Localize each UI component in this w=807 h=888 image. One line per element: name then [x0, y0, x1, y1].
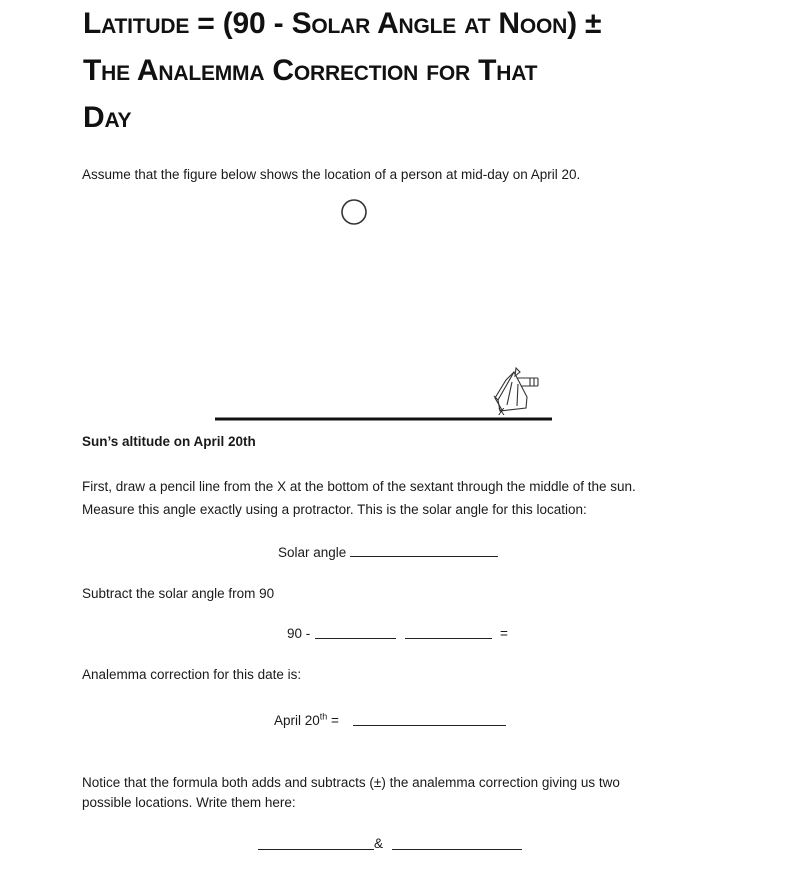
notice-line-2: possible locations. Write them here: — [82, 795, 296, 810]
sun-icon — [342, 200, 366, 224]
april-equals: = — [327, 713, 339, 728]
ninety-blank-2[interactable] — [405, 638, 492, 639]
location-blank-2[interactable] — [392, 849, 522, 850]
title-line-2: The Analemma Correction for That — [83, 54, 538, 87]
instruction-line-2: Measure this angle exactly using a protractor. This is the solar angle for this location: — [82, 502, 587, 517]
instruction-line-1: First, draw a pencil line from the X at the bottom of the sextant through the middle of the sun. — [82, 479, 636, 494]
solar-angle-label: Solar angle — [278, 545, 347, 560]
intro-text: Assume that the figure below shows the location of a person at mid-day on April 20. — [82, 167, 581, 182]
sun-altitude-heading: Sun’s altitude on April 20th — [82, 434, 256, 449]
equals-sign: = — [500, 626, 508, 641]
title-line-3: Day — [83, 101, 132, 134]
april-prefix: April 20 — [274, 713, 320, 728]
sextant-icon — [494, 368, 538, 411]
subtract-label: Subtract the solar angle from 90 — [82, 586, 275, 601]
solar-angle-row — [278, 542, 498, 563]
analemma-blank[interactable] — [353, 725, 506, 726]
solar-angle-blank[interactable] — [350, 542, 498, 557]
analemma-label: Analemma correction for this date is: — [82, 667, 302, 682]
location-blank-1[interactable] — [258, 849, 374, 850]
ninety-label: 90 - — [287, 626, 311, 641]
ampersand: & — [374, 836, 384, 851]
april-suffix: th — [319, 711, 328, 722]
april-row — [274, 711, 339, 731]
x-marker: X — [498, 407, 505, 418]
sun-sextant-figure — [0, 0, 807, 430]
notice-line-1: Notice that the formula both adds and subtracts (±) the analemma correction giving us two — [82, 775, 620, 790]
title-line-1: Latitude = (90 - Solar Angle at Noon) ± — [83, 7, 602, 40]
ninety-blank-1[interactable] — [315, 638, 396, 639]
